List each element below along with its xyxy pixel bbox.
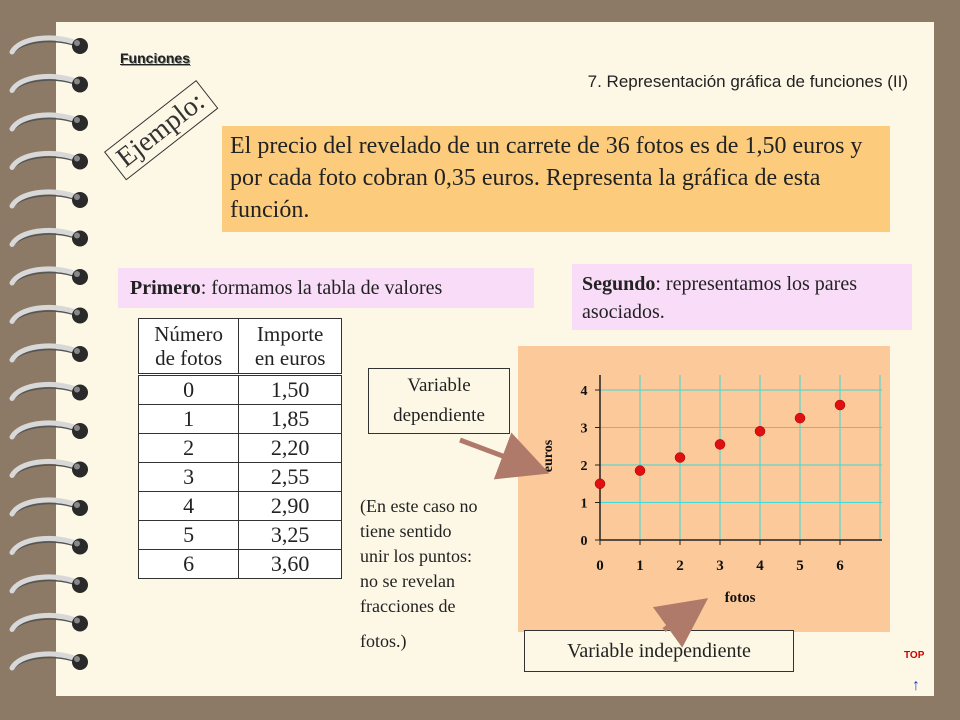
binding-ring: [12, 423, 88, 439]
header-subtitle: 7. Representación gráfica de funciones (II): [587, 72, 908, 91]
data-point: [635, 466, 645, 476]
binding-ring: [12, 577, 88, 593]
data-point: [595, 479, 605, 489]
table-row: 5 3,25: [139, 521, 342, 550]
table-row: 2 2,20: [139, 434, 342, 463]
binding-ring: [12, 192, 88, 208]
table-header-row: [139, 319, 342, 375]
table-row: 0 1,50: [139, 375, 342, 405]
binding-ring: [12, 230, 88, 246]
y-tick-label: 2: [580, 459, 588, 474]
binding-ring: [12, 307, 88, 323]
x-tick-label: 0: [596, 558, 604, 574]
step-one-text: : formamos la tabla de valores: [200, 277, 443, 299]
table-row: 1 1,85: [139, 405, 342, 434]
problem-statement: El precio del revelado de un carrete de 36 fotos es de 1,50 euros y por cada foto cobran 0,35 euros. Representa la gráfica de esta función.: [222, 126, 890, 232]
binding-ring: [12, 346, 88, 362]
binding-ring: [12, 269, 88, 285]
independent-variable-label: Variable independiente: [524, 630, 794, 672]
x-tick-label: 2: [676, 558, 684, 574]
data-point: [675, 453, 685, 463]
values-table: [138, 318, 342, 579]
data-point: [755, 426, 765, 436]
step-one-bold: Primero: [130, 277, 201, 299]
binding-ring: [12, 615, 88, 631]
binding-ring: [12, 38, 88, 54]
spiral-binding: [0, 30, 110, 690]
example-label: Ejemplo:: [104, 80, 218, 180]
table-header-photos: Número de fotos: [139, 319, 239, 375]
up-arrow-icon[interactable]: ↑: [912, 677, 920, 694]
binding-ring: [12, 538, 88, 554]
x-tick-label: 5: [796, 558, 804, 574]
step-two-bold: Segundo: [582, 273, 656, 295]
x-tick-label: 6: [836, 558, 844, 574]
data-point: [795, 413, 805, 423]
binding-ring: [12, 76, 88, 92]
table-row: 3 2,55: [139, 463, 342, 492]
note-text: (En este caso no tiene sentido unir los puntos: no se revelan fracciones de fotos.): [360, 496, 478, 651]
x-tick-label: 3: [716, 558, 724, 574]
x-axis-label: fotos: [724, 590, 756, 606]
data-point: [835, 400, 845, 410]
binding-ring: [12, 115, 88, 131]
table-header-amount: Importe en euros: [239, 319, 342, 375]
top-link[interactable]: TOP: [904, 650, 925, 661]
header-title: Funciones: [120, 50, 191, 66]
x-tick-label: 1: [636, 558, 644, 574]
binding-ring: [12, 153, 88, 169]
step-two-text: : representamos los pares asociados.: [582, 273, 857, 323]
binding-ring: [12, 500, 88, 516]
scatter-chart: [518, 346, 890, 632]
x-tick-label: 4: [756, 558, 764, 574]
y-tick-label: 1: [580, 496, 588, 512]
binding-ring: [12, 654, 88, 670]
table-row: 4 2,90: [139, 492, 342, 521]
binding-ring: [12, 384, 88, 400]
y-tick-label: 0: [580, 534, 588, 549]
y-axis-label: euros: [541, 439, 556, 473]
y-tick-label: 4: [580, 384, 588, 399]
step-two-box: [572, 264, 912, 330]
y-tick-label: 3: [580, 421, 588, 437]
data-point: [715, 439, 725, 449]
dependent-variable-label: Variable dependiente: [368, 368, 510, 434]
step-one-box: [118, 268, 534, 308]
binding-ring: [12, 461, 88, 477]
table-row: 6 3,60: [139, 550, 342, 579]
chart-area: [518, 346, 890, 632]
